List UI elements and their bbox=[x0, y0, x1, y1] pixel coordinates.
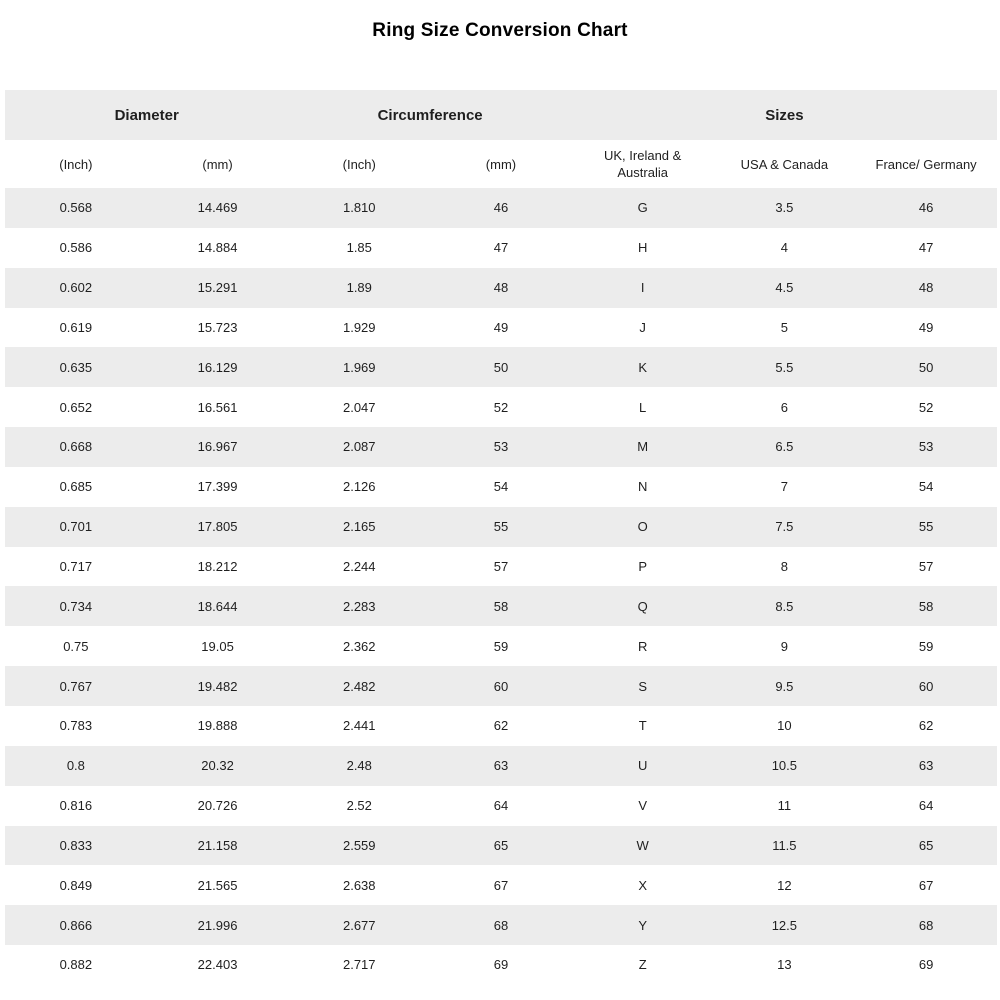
table-cell: 0.668 bbox=[5, 427, 147, 467]
table-cell: 48 bbox=[855, 268, 997, 308]
table-cell: 4.5 bbox=[714, 268, 856, 308]
table-cell: 1.929 bbox=[288, 308, 430, 348]
table-cell: H bbox=[572, 228, 714, 268]
table-cell: 48 bbox=[430, 268, 572, 308]
table-cell: G bbox=[572, 188, 714, 228]
table-cell: 63 bbox=[430, 746, 572, 786]
table-cell: 2.559 bbox=[288, 826, 430, 866]
table-cell: 5.5 bbox=[714, 347, 856, 387]
table-cell: 0.783 bbox=[5, 706, 147, 746]
table-cell: 0.602 bbox=[5, 268, 147, 308]
table-cell: 7.5 bbox=[714, 507, 856, 547]
table-cell: 1.85 bbox=[288, 228, 430, 268]
table-cell: 18.644 bbox=[147, 586, 289, 626]
table-cell: 6.5 bbox=[714, 427, 856, 467]
table-cell: T bbox=[572, 706, 714, 746]
table-row bbox=[5, 347, 997, 387]
table-cell: 2.244 bbox=[288, 547, 430, 587]
table-cell: 0.816 bbox=[5, 786, 147, 826]
table-cell: 11.5 bbox=[714, 826, 856, 866]
table-cell: 10 bbox=[714, 706, 856, 746]
table-cell: 46 bbox=[430, 188, 572, 228]
table-cell: 10.5 bbox=[714, 746, 856, 786]
table-cell: V bbox=[572, 786, 714, 826]
table-cell: 1.810 bbox=[288, 188, 430, 228]
table-cell: 0.717 bbox=[5, 547, 147, 587]
table-cell: 2.047 bbox=[288, 387, 430, 427]
table-cell: 65 bbox=[430, 826, 572, 866]
table-cell: 67 bbox=[430, 865, 572, 905]
table-cell: 58 bbox=[430, 586, 572, 626]
table-cell: 1.969 bbox=[288, 347, 430, 387]
table-cell: 0.685 bbox=[5, 467, 147, 507]
table-cell: M bbox=[572, 427, 714, 467]
header-col-diameter-inch: (Inch) bbox=[5, 140, 147, 188]
table-cell: P bbox=[572, 547, 714, 587]
header-col-france-germany: France/ Germany bbox=[855, 140, 997, 188]
table-cell: 57 bbox=[855, 547, 997, 587]
table-cell: 2.482 bbox=[288, 666, 430, 706]
table-cell: 15.723 bbox=[147, 308, 289, 348]
table-cell: Z bbox=[572, 945, 714, 985]
table-cell: 49 bbox=[855, 308, 997, 348]
table-cell: 2.165 bbox=[288, 507, 430, 547]
table-cell: 55 bbox=[855, 507, 997, 547]
table-row bbox=[5, 865, 997, 905]
table-cell: 49 bbox=[430, 308, 572, 348]
table-cell: 19.05 bbox=[147, 626, 289, 666]
table-cell: 54 bbox=[430, 467, 572, 507]
table-cell: 0.734 bbox=[5, 586, 147, 626]
table-cell: 0.75 bbox=[5, 626, 147, 666]
table-row bbox=[5, 188, 997, 228]
table-row bbox=[5, 268, 997, 308]
table-cell: 50 bbox=[855, 347, 997, 387]
table-cell: 0.635 bbox=[5, 347, 147, 387]
header-col-uk-ireland-australia: UK, Ireland & Australia bbox=[572, 140, 714, 188]
table-cell: 64 bbox=[855, 786, 997, 826]
table-cell: 17.399 bbox=[147, 467, 289, 507]
table-cell: 47 bbox=[430, 228, 572, 268]
header-columns-row bbox=[5, 140, 997, 188]
page-title: Ring Size Conversion Chart bbox=[372, 20, 628, 41]
header-col-usa-canada: USA & Canada bbox=[714, 140, 856, 188]
table-cell: 15.291 bbox=[147, 268, 289, 308]
table-cell: 19.888 bbox=[147, 706, 289, 746]
table-cell: 53 bbox=[430, 427, 572, 467]
table-cell: 21.565 bbox=[147, 865, 289, 905]
table-cell: I bbox=[572, 268, 714, 308]
table-cell: 16.129 bbox=[147, 347, 289, 387]
header-col-circumference-mm: (mm) bbox=[430, 140, 572, 188]
table-cell: 52 bbox=[855, 387, 997, 427]
header-group-sizes: Sizes bbox=[572, 90, 997, 140]
table-cell: 59 bbox=[855, 626, 997, 666]
table-cell: 20.726 bbox=[147, 786, 289, 826]
table-row bbox=[5, 746, 997, 786]
table-cell: U bbox=[572, 746, 714, 786]
table-cell: 0.767 bbox=[5, 666, 147, 706]
table-cell: N bbox=[572, 467, 714, 507]
table-header bbox=[5, 90, 997, 188]
table-cell: 60 bbox=[430, 666, 572, 706]
table-row bbox=[5, 826, 997, 866]
table-cell: 69 bbox=[855, 945, 997, 985]
table-cell: 16.967 bbox=[147, 427, 289, 467]
table-cell: L bbox=[572, 387, 714, 427]
table-cell: 8.5 bbox=[714, 586, 856, 626]
table-cell: R bbox=[572, 626, 714, 666]
table-cell: 0.849 bbox=[5, 865, 147, 905]
table-cell: K bbox=[572, 347, 714, 387]
table-cell: 21.158 bbox=[147, 826, 289, 866]
table-cell: 47 bbox=[855, 228, 997, 268]
table-cell: 12 bbox=[714, 865, 856, 905]
table-body bbox=[5, 188, 997, 985]
table-row bbox=[5, 786, 997, 826]
table-cell: 53 bbox=[855, 427, 997, 467]
table-cell: 59 bbox=[430, 626, 572, 666]
table-cell: 64 bbox=[430, 786, 572, 826]
table-cell: 8 bbox=[714, 547, 856, 587]
table-cell: 2.677 bbox=[288, 905, 430, 945]
table-row bbox=[5, 228, 997, 268]
table-cell: 54 bbox=[855, 467, 997, 507]
table-cell: 1.89 bbox=[288, 268, 430, 308]
header-group-diameter: Diameter bbox=[5, 90, 288, 140]
table-cell: 18.212 bbox=[147, 547, 289, 587]
table-cell: 68 bbox=[430, 905, 572, 945]
table-cell: 0.652 bbox=[5, 387, 147, 427]
table-cell: 0.619 bbox=[5, 308, 147, 348]
table-cell: 0.8 bbox=[5, 746, 147, 786]
table-cell: 5 bbox=[714, 308, 856, 348]
table-cell: 14.884 bbox=[147, 228, 289, 268]
table-cell: Q bbox=[572, 586, 714, 626]
table-cell: 0.701 bbox=[5, 507, 147, 547]
table-row bbox=[5, 706, 997, 746]
table-row bbox=[5, 507, 997, 547]
table-row bbox=[5, 387, 997, 427]
table-cell: S bbox=[572, 666, 714, 706]
table-cell: 3.5 bbox=[714, 188, 856, 228]
table-cell: X bbox=[572, 865, 714, 905]
table-cell: 9 bbox=[714, 626, 856, 666]
table-cell: 2.126 bbox=[288, 467, 430, 507]
table-cell: 4 bbox=[714, 228, 856, 268]
table-row bbox=[5, 308, 997, 348]
table-row bbox=[5, 467, 997, 507]
table-cell: 67 bbox=[855, 865, 997, 905]
table-cell: 46 bbox=[855, 188, 997, 228]
table-cell: 22.403 bbox=[147, 945, 289, 985]
table-cell: 9.5 bbox=[714, 666, 856, 706]
table-cell: 12.5 bbox=[714, 905, 856, 945]
header-group-row bbox=[5, 90, 997, 140]
table-cell: 13 bbox=[714, 945, 856, 985]
table-cell: 2.362 bbox=[288, 626, 430, 666]
table-cell: 57 bbox=[430, 547, 572, 587]
table-cell: 55 bbox=[430, 507, 572, 547]
table-cell: 2.441 bbox=[288, 706, 430, 746]
table-cell: 0.833 bbox=[5, 826, 147, 866]
table-cell: 65 bbox=[855, 826, 997, 866]
table-cell: 60 bbox=[855, 666, 997, 706]
table-row bbox=[5, 427, 997, 467]
table-cell: 0.586 bbox=[5, 228, 147, 268]
header-col-circumference-inch: (Inch) bbox=[288, 140, 430, 188]
table-cell: 2.638 bbox=[288, 865, 430, 905]
table-cell: 62 bbox=[430, 706, 572, 746]
table-row bbox=[5, 905, 997, 945]
table-cell: Y bbox=[572, 905, 714, 945]
table-cell: 2.717 bbox=[288, 945, 430, 985]
table-cell: 58 bbox=[855, 586, 997, 626]
table-cell: 14.469 bbox=[147, 188, 289, 228]
table-cell: 2.52 bbox=[288, 786, 430, 826]
header-group-circumference: Circumference bbox=[288, 90, 571, 140]
table-cell: 19.482 bbox=[147, 666, 289, 706]
table-cell: 0.866 bbox=[5, 905, 147, 945]
table-cell: 11 bbox=[714, 786, 856, 826]
table-row bbox=[5, 945, 997, 985]
table-cell: 2.283 bbox=[288, 586, 430, 626]
table-cell: W bbox=[572, 826, 714, 866]
table-cell: O bbox=[572, 507, 714, 547]
table-cell: 0.882 bbox=[5, 945, 147, 985]
table-row bbox=[5, 547, 997, 587]
table-cell: 62 bbox=[855, 706, 997, 746]
header-col-diameter-mm: (mm) bbox=[147, 140, 289, 188]
table-cell: 20.32 bbox=[147, 746, 289, 786]
table-row bbox=[5, 626, 997, 666]
table-cell: 2.087 bbox=[288, 427, 430, 467]
table-row bbox=[5, 666, 997, 706]
table-cell: J bbox=[572, 308, 714, 348]
table-cell: 52 bbox=[430, 387, 572, 427]
table-cell: 68 bbox=[855, 905, 997, 945]
table-cell: 69 bbox=[430, 945, 572, 985]
table-cell: 17.805 bbox=[147, 507, 289, 547]
table-cell: 2.48 bbox=[288, 746, 430, 786]
table-cell: 0.568 bbox=[5, 188, 147, 228]
table-cell: 50 bbox=[430, 347, 572, 387]
table-cell: 63 bbox=[855, 746, 997, 786]
table-cell: 21.996 bbox=[147, 905, 289, 945]
table-cell: 16.561 bbox=[147, 387, 289, 427]
table-cell: 7 bbox=[714, 467, 856, 507]
table-cell: 6 bbox=[714, 387, 856, 427]
table-row bbox=[5, 586, 997, 626]
ring-size-table bbox=[5, 90, 997, 985]
